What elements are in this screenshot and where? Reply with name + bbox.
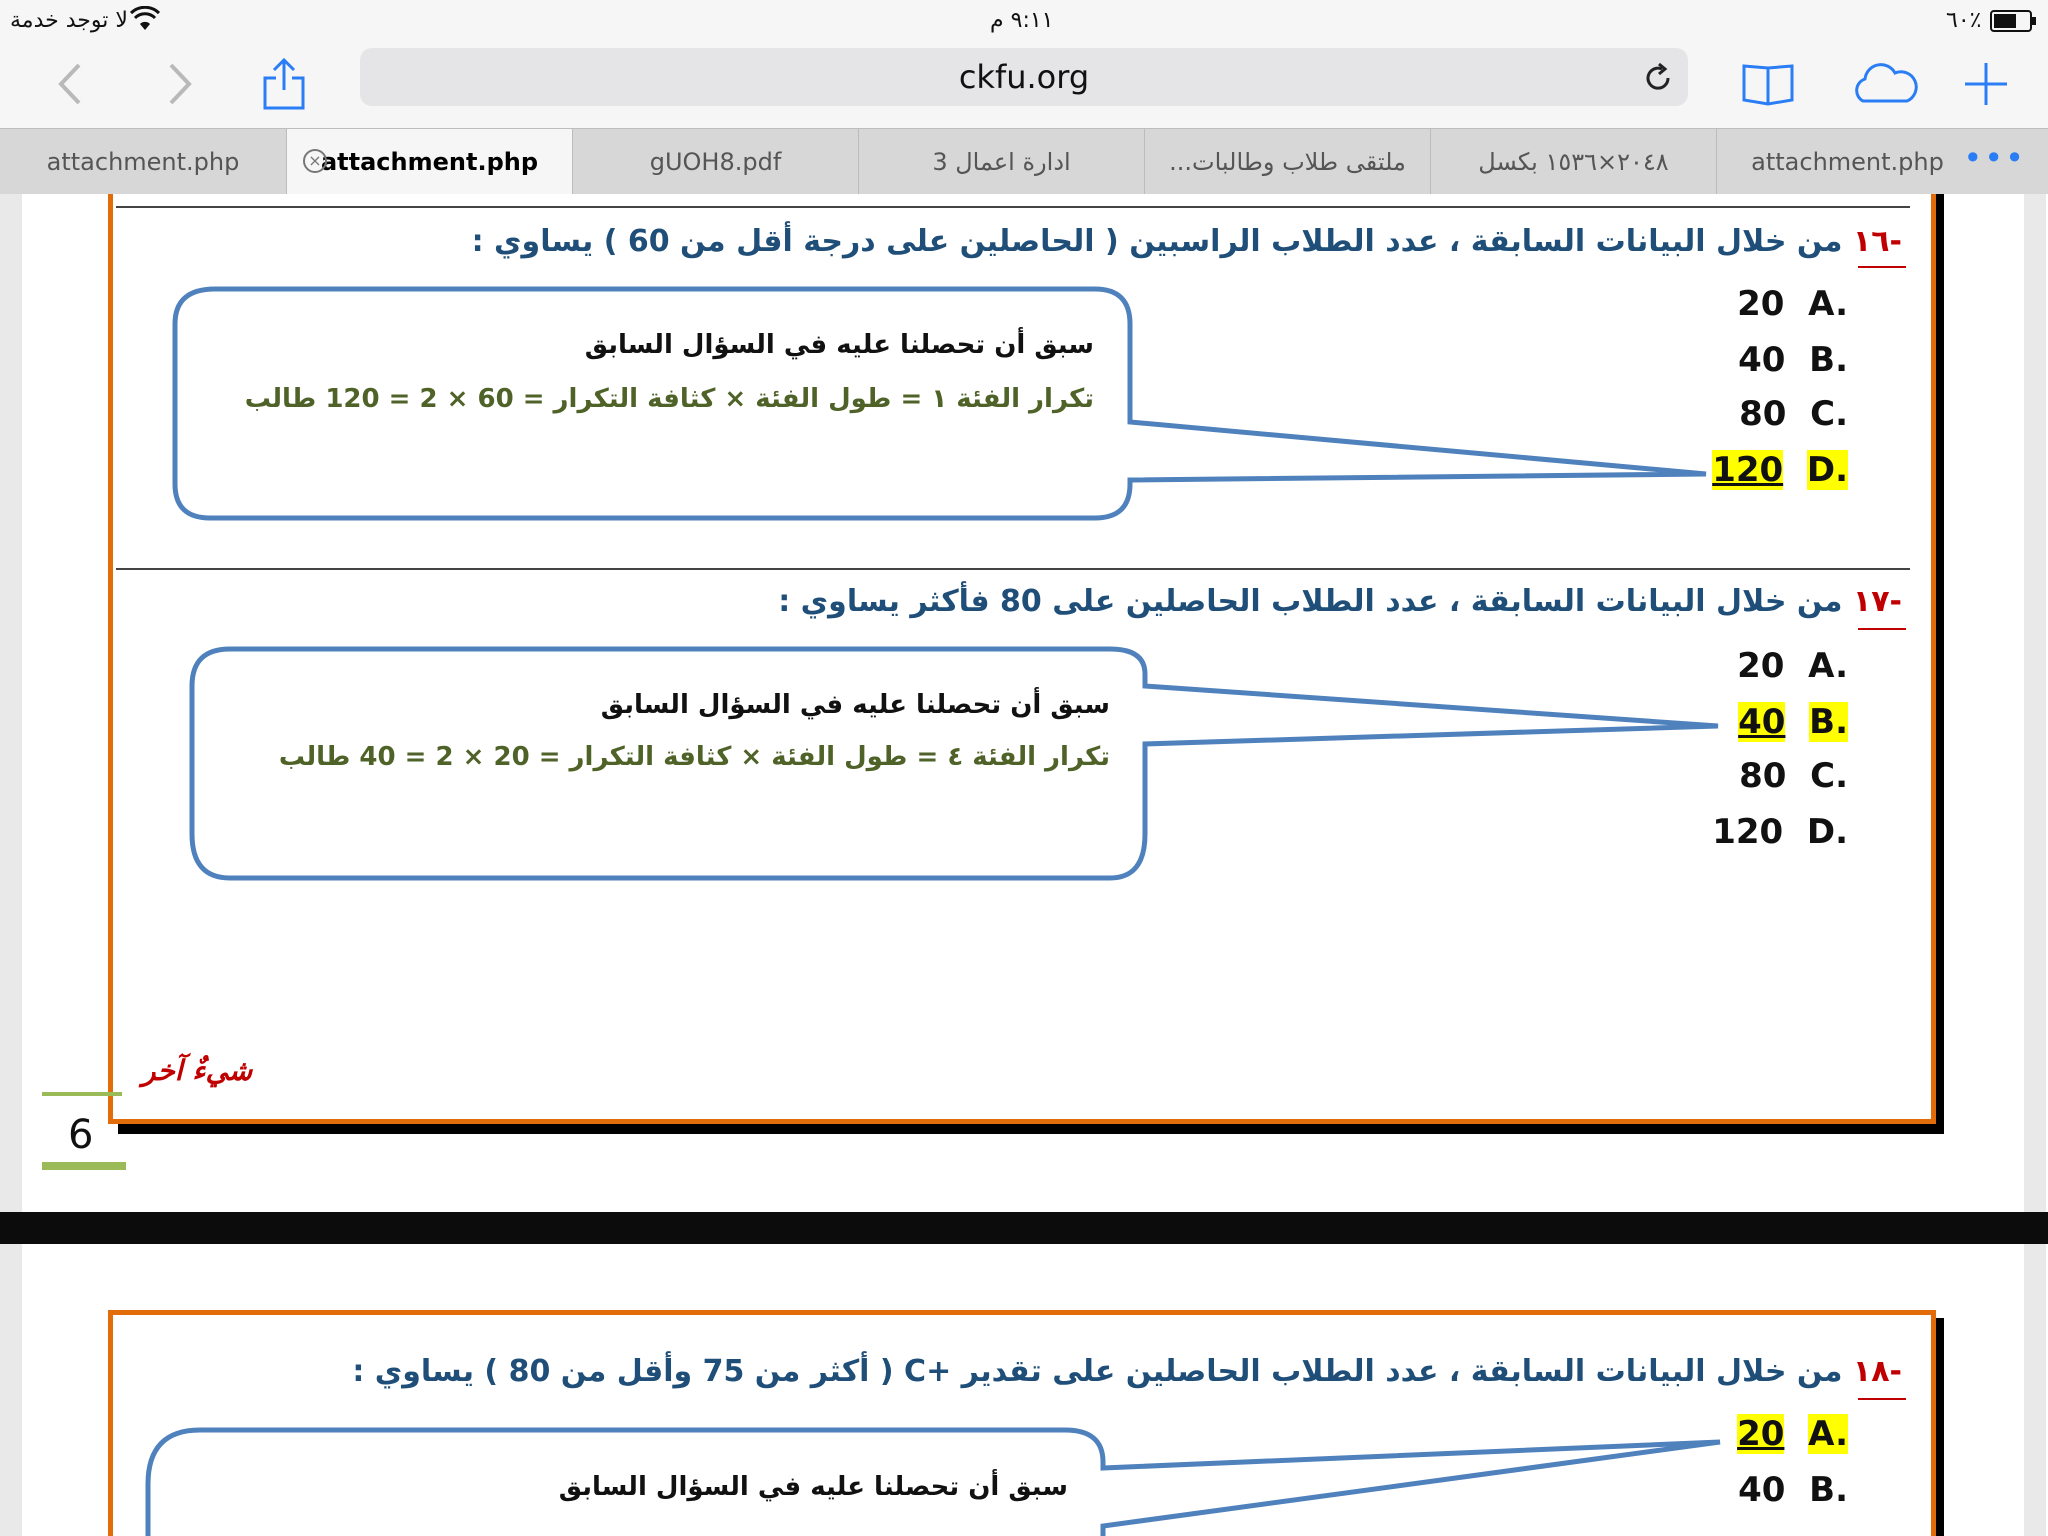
number-underline <box>1858 1398 1906 1400</box>
page-number: 6 <box>68 1112 94 1158</box>
footer-line <box>42 1092 122 1096</box>
tab-label: ٢٠٤٨×١٥٣٦ بكسل <box>1478 148 1669 176</box>
option-d-selected: 120 D. <box>1712 450 1848 490</box>
tab-label: ادارة اعمال 3 <box>932 148 1071 176</box>
tab-attachment-2[interactable] <box>1716 129 1978 195</box>
tab-pdf[interactable] <box>572 129 858 195</box>
plus-icon[interactable] <box>1956 54 2016 114</box>
wifi-icon <box>130 6 160 38</box>
document-viewer[interactable] <box>0 194 2048 1536</box>
callout-formula: تكرار الفئة ١ = طول الفئة × كثافة التكرار = 60 × 2 = 120 طالب <box>244 384 1094 414</box>
tab-label: attachment.php <box>46 148 240 176</box>
battery-label: ٦٠٪ <box>1946 8 1982 33</box>
tab-label: ملتقى طلاب وطالبات... <box>1169 148 1406 176</box>
option-b-selected: 40 B. <box>1738 702 1848 742</box>
option-b: 40 B. <box>1738 1470 1848 1510</box>
battery-icon <box>1990 10 2038 38</box>
question-text: من خلال البيانات السابقة ، عدد الطلاب الحاصلين على تقدير +C ( أكثر من 75 وأقل من 80 ) يساوي : <box>352 1354 1843 1389</box>
callout-heading: سبق أن تحصلنا عليه في السؤال السابق <box>584 330 1094 360</box>
tab-bar <box>0 128 2048 196</box>
tab-label: attachment.php <box>320 148 539 176</box>
share-icon[interactable] <box>254 54 314 114</box>
cloud-icon[interactable] <box>1848 54 1920 114</box>
tab-forum[interactable] <box>1144 129 1430 195</box>
footer-logo-text: شيءٌ آخر <box>142 1054 253 1087</box>
carrier-label: لا توجد خدمة <box>10 8 128 33</box>
tab-business-admin[interactable] <box>858 129 1144 195</box>
option-c: 80 C. <box>1739 394 1848 434</box>
chevron-left-icon[interactable] <box>40 54 100 114</box>
url-text: ckfu.org <box>958 58 1090 96</box>
option-b: 40 B. <box>1738 340 1848 380</box>
footer-line <box>42 1162 126 1170</box>
tab-attachment-1[interactable] <box>0 129 286 195</box>
chevron-right-icon[interactable] <box>150 54 210 114</box>
callout-formula: تكرار الفئة ٤ = طول الفئة × كثافة التكرار = 20 × 2 = 40 طالب <box>278 742 1110 772</box>
close-icon[interactable]: × <box>303 149 327 173</box>
browser-toolbar <box>0 44 2048 128</box>
page-frame <box>108 1310 1936 1536</box>
callout-heading: سبق أن تحصلنا عليه في السؤال السابق <box>558 1472 1068 1502</box>
tab-label: attachment.php <box>1751 148 1944 176</box>
option-d: 120 D. <box>1712 812 1848 852</box>
question-text: من خلال البيانات السابقة ، عدد الطلاب الحاصلين على 80 فأكثر يساوي : <box>778 584 1843 619</box>
question-number: -١٦ <box>1852 224 1902 259</box>
tab-label: gUOH8.pdf <box>649 148 782 176</box>
number-underline <box>1858 628 1906 630</box>
clock: ٩:١١ م <box>990 8 1054 33</box>
question-number: -١٧ <box>1852 584 1902 619</box>
option-c: 80 C. <box>1739 756 1848 796</box>
question-17 <box>778 584 1902 619</box>
reload-icon[interactable] <box>1638 58 1678 98</box>
tab-attachment-active[interactable] <box>286 129 572 195</box>
question-number: -١٨ <box>1852 1354 1902 1389</box>
option-a: 20 A. <box>1737 284 1848 324</box>
address-bar[interactable] <box>360 48 1688 106</box>
option-a-selected: 20 A. <box>1737 1414 1848 1454</box>
question-text: من خلال البيانات السابقة ، عدد الطلاب الراسبين ( الحاصلين على درجة أقل من 60 ) يساوي : <box>471 224 1843 259</box>
tab-image[interactable] <box>1430 129 1716 195</box>
more-tabs-icon[interactable]: ••• <box>1963 139 2026 177</box>
question-18 <box>352 1354 1902 1389</box>
book-icon[interactable] <box>1738 54 1798 114</box>
status-bar <box>0 0 2048 44</box>
callout-heading: سبق أن تحصلنا عليه في السؤال السابق <box>600 690 1110 720</box>
option-a: 20 A. <box>1737 646 1848 686</box>
